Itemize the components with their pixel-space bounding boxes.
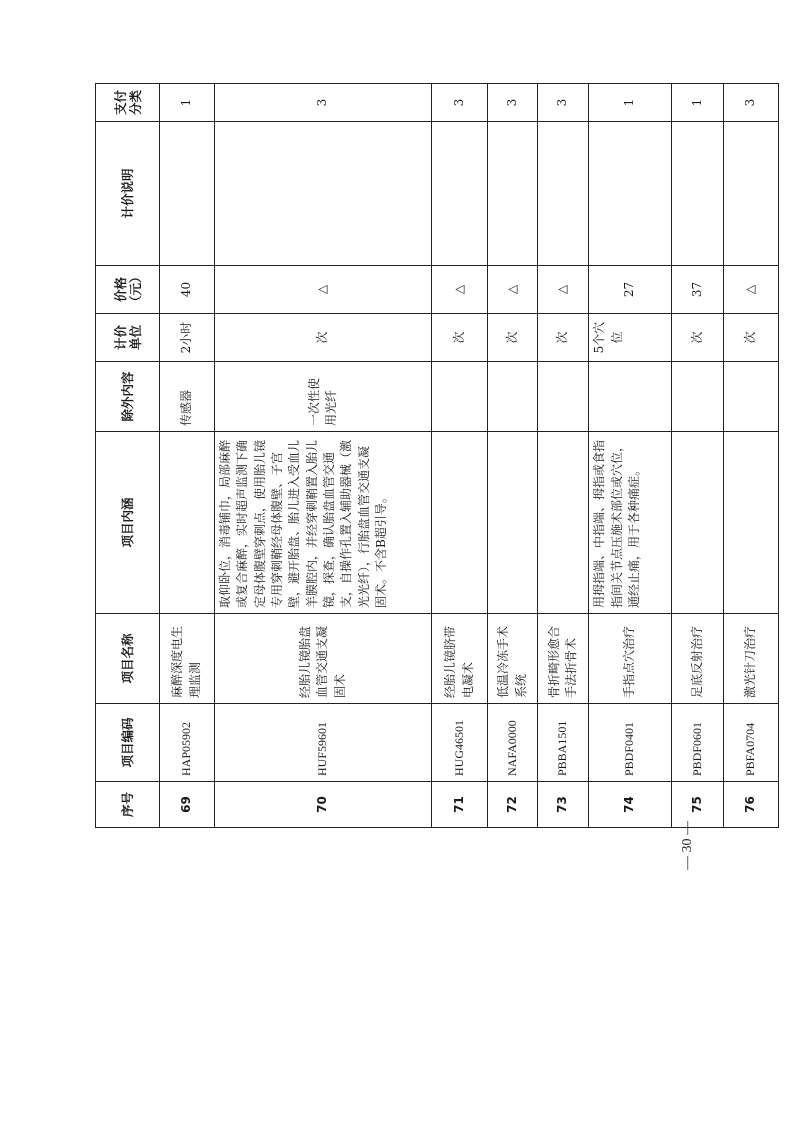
cell-code: HAP05902	[160, 704, 215, 782]
cell-unit: 次	[488, 314, 538, 362]
cell-excl	[488, 362, 538, 432]
cell-price: △	[214, 266, 432, 314]
cell-unit: 次	[538, 314, 589, 362]
cell-note	[160, 122, 215, 266]
cell-name: 手指点穴治疗	[589, 614, 672, 704]
table-row	[724, 84, 779, 828]
cell-code: NAFA0000	[488, 704, 538, 782]
cell-excl	[589, 362, 672, 432]
cell-seq: 69	[160, 782, 215, 828]
cell-seq: 76	[724, 782, 779, 828]
cell-seq: 71	[432, 782, 488, 828]
header-note: 计价说明	[96, 122, 160, 266]
cell-excl	[432, 362, 488, 432]
header-price: 价格（元）	[96, 266, 160, 314]
cell-price: △	[432, 266, 488, 314]
header-name: 项目名称	[96, 614, 160, 704]
cell-seq: 70	[214, 782, 432, 828]
cell-unit: 次	[214, 314, 432, 362]
cell-note	[724, 122, 779, 266]
cell-pay: 3	[214, 84, 432, 122]
table-row	[589, 84, 672, 828]
table-row	[671, 84, 723, 828]
table-row	[432, 84, 488, 828]
cell-name: 足底反射治疗	[671, 614, 723, 704]
table-row	[488, 84, 538, 828]
cell-desc	[488, 432, 538, 614]
cell-price: △	[538, 266, 589, 314]
cell-desc	[432, 432, 488, 614]
rotated-table-container	[95, 84, 779, 828]
cell-note	[538, 122, 589, 266]
cell-excl: 传感器	[160, 362, 215, 432]
table-row	[214, 84, 432, 828]
cell-price: 27	[589, 266, 672, 314]
cell-pay: 3	[724, 84, 779, 122]
cell-desc	[160, 432, 215, 614]
cell-unit: 次	[671, 314, 723, 362]
cell-code: PBDF0401	[589, 704, 672, 782]
cell-code: HUG46501	[432, 704, 488, 782]
cell-unit: 5个穴位	[589, 314, 672, 362]
table-header-row	[96, 84, 160, 828]
cell-price: △	[488, 266, 538, 314]
cell-excl	[671, 362, 723, 432]
cell-code: PBDF0601	[671, 704, 723, 782]
header-pay: 支付分类	[96, 84, 160, 122]
cell-pay: 1	[160, 84, 215, 122]
cell-note	[214, 122, 432, 266]
header-desc: 项目内涵	[96, 432, 160, 614]
cell-desc: 取仰卧位，消毒铺巾，局部麻醉或复合麻醉，实时超声监测下确定母体腹壁穿刺点，使用胎儿镜专用穿刺鞘经母体腹壁、子宫壁，避开胎盘、胎儿进入受血儿羊膜腔内，并经穿刺鞘置入胎儿镜，探查，确认胎盘血管交通支，自操作孔置入辅助器械（激光光纤），行胎盘血管交通支凝固术。不含B超引导。	[214, 432, 432, 614]
cell-seq: 72	[488, 782, 538, 828]
cell-name: 麻醉深度电生理监测	[160, 614, 215, 704]
cell-pay: 3	[432, 84, 488, 122]
cell-name: 经胎儿镜脐带电凝术	[432, 614, 488, 704]
cell-seq: 74	[589, 782, 672, 828]
cell-price: 40	[160, 266, 215, 314]
cell-desc	[724, 432, 779, 614]
cell-price: 37	[671, 266, 723, 314]
cell-seq: 75	[671, 782, 723, 828]
cell-note	[671, 122, 723, 266]
cell-desc: 用拇指端、中指端、拇指或食指指间关节点压施术部位或穴位，通经止痛，用于各种痛症。	[589, 432, 672, 614]
cell-unit: 2小时	[160, 314, 215, 362]
cell-seq: 73	[538, 782, 589, 828]
cell-note	[589, 122, 672, 266]
cell-excl	[538, 362, 589, 432]
cell-name: 激光针刀治疗	[724, 614, 779, 704]
cell-note	[432, 122, 488, 266]
price-table	[95, 83, 779, 828]
table-row	[538, 84, 589, 828]
header-code: 项目编码	[96, 704, 160, 782]
header-excl: 除外内容	[96, 362, 160, 432]
cell-name: 骨折畸形愈合手法折骨术	[538, 614, 589, 704]
cell-unit: 次	[432, 314, 488, 362]
cell-name: 经胎儿镜胎盘血管交通支凝固术	[214, 614, 432, 704]
cell-pay: 3	[488, 84, 538, 122]
cell-excl: 一次性使用光纤	[214, 362, 432, 432]
cell-excl	[724, 362, 779, 432]
cell-desc	[671, 432, 723, 614]
page-number: — 30 —	[680, 821, 695, 870]
cell-pay: 3	[538, 84, 589, 122]
table-row	[160, 84, 215, 828]
cell-code: HUF59601	[214, 704, 432, 782]
cell-code: PBBA1501	[538, 704, 589, 782]
cell-price: △	[724, 266, 779, 314]
cell-name: 低温冷冻手术系统	[488, 614, 538, 704]
cell-pay: 1	[671, 84, 723, 122]
cell-pay: 1	[589, 84, 672, 122]
cell-note	[488, 122, 538, 266]
cell-desc	[538, 432, 589, 614]
header-seq: 序号	[96, 782, 160, 828]
cell-code: PBFA0704	[724, 704, 779, 782]
cell-unit: 次	[724, 314, 779, 362]
header-unit: 计价单位	[96, 314, 160, 362]
